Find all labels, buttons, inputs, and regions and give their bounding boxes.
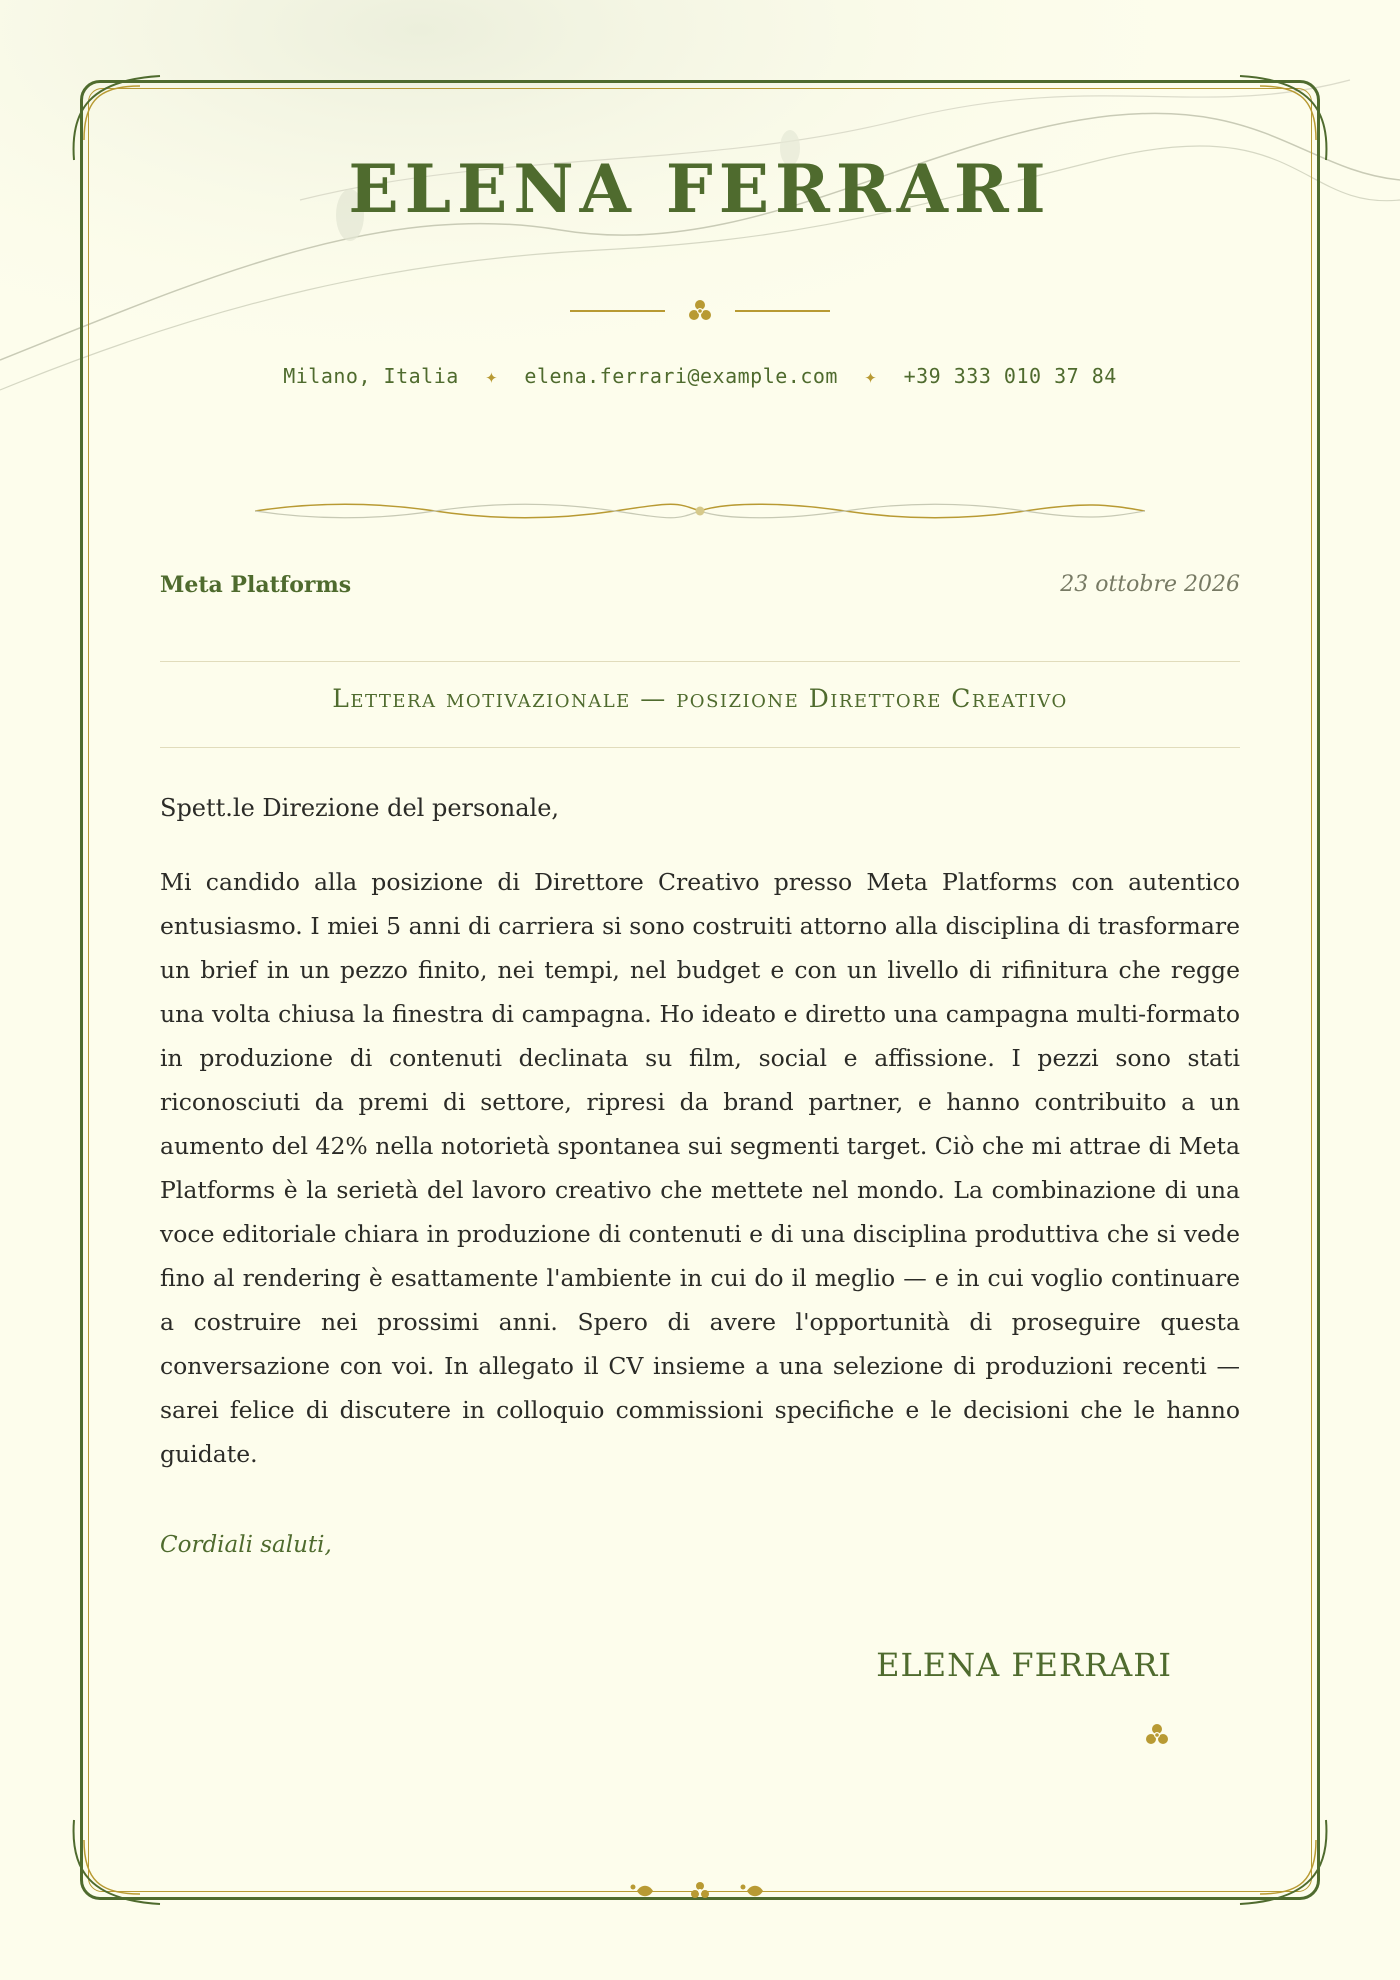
contact-location: Milano, Italia xyxy=(283,364,459,388)
salutation: Spett.le Direzione del personale, xyxy=(160,794,560,822)
contact-info xyxy=(0,364,1400,388)
applicant-name: ELENA FERRARI xyxy=(348,150,1052,228)
subject-rule-bottom xyxy=(160,747,1240,748)
flower-icon xyxy=(691,1882,709,1898)
letter-body: Mi candido alla posizione di Direttore Creativo presso Meta Platforms con autentico entusiasmo. I miei 5 anni di carriera si sono costruiti attorno alla disciplina di trasformare un brief in un pezzo finito, nei tempi, nel budget e con un livello di rifinitura che regge una volta chiusa la finestra di campagna. Ho ideato e diretto una campagna multi-formato in produzione di contenuti declinata su film, social e affissione. I pezzi sono stati riconosciuti da premi di settore, ripresi da brand partner, e hanno contribuito a un aumento del 42% nella notorietà spontanea sui segmenti target. Ciò che mi attrae di Meta Platforms è la serietà del lavoro creativo che mettete nel mondo. La combinazione di una voce editoriale chiara in produzione di contenuti e di una disciplina produttiva che si vede fino al rendering è esattamente l'ambiente in cui do il meglio — e in cui voglio continuare a costruire nei prossimi anni. Spero di avere l'opportunità di proseguire questa conversazione con voi. In allegato il CV insieme a una selezione di produzioni recenti — sarei felice di discutere in colloquio commissioni specifiche e le decisioni che le hanno guidate. xyxy=(160,868,1240,1468)
header-divider xyxy=(560,296,840,326)
subject-rule-top xyxy=(160,661,1240,662)
letter-date: 23 ottobre 2026 xyxy=(1060,572,1240,597)
closing: Cordiali saluti, xyxy=(160,1532,332,1558)
company-name: Meta Platforms xyxy=(160,572,352,598)
signature-name: ELENA FERRARI xyxy=(876,1646,1172,1684)
letter-subject: Lettera motivazionale — posizione Direttore Creativo xyxy=(332,684,1068,713)
contact-email[interactable]: elena.ferrari@example.com xyxy=(524,364,838,388)
footer-ornament xyxy=(620,1876,780,1906)
contact-phone[interactable]: +39 333 010 37 84 xyxy=(903,364,1117,388)
flower-icon xyxy=(1142,1720,1172,1750)
separator-star: ✦ xyxy=(864,364,878,388)
ornamental-divider xyxy=(255,496,1145,526)
separator-star: ✦ xyxy=(485,364,498,388)
leaf-icon xyxy=(741,1885,764,1897)
leaf-icon xyxy=(631,1885,654,1897)
flower-icon xyxy=(689,300,711,320)
